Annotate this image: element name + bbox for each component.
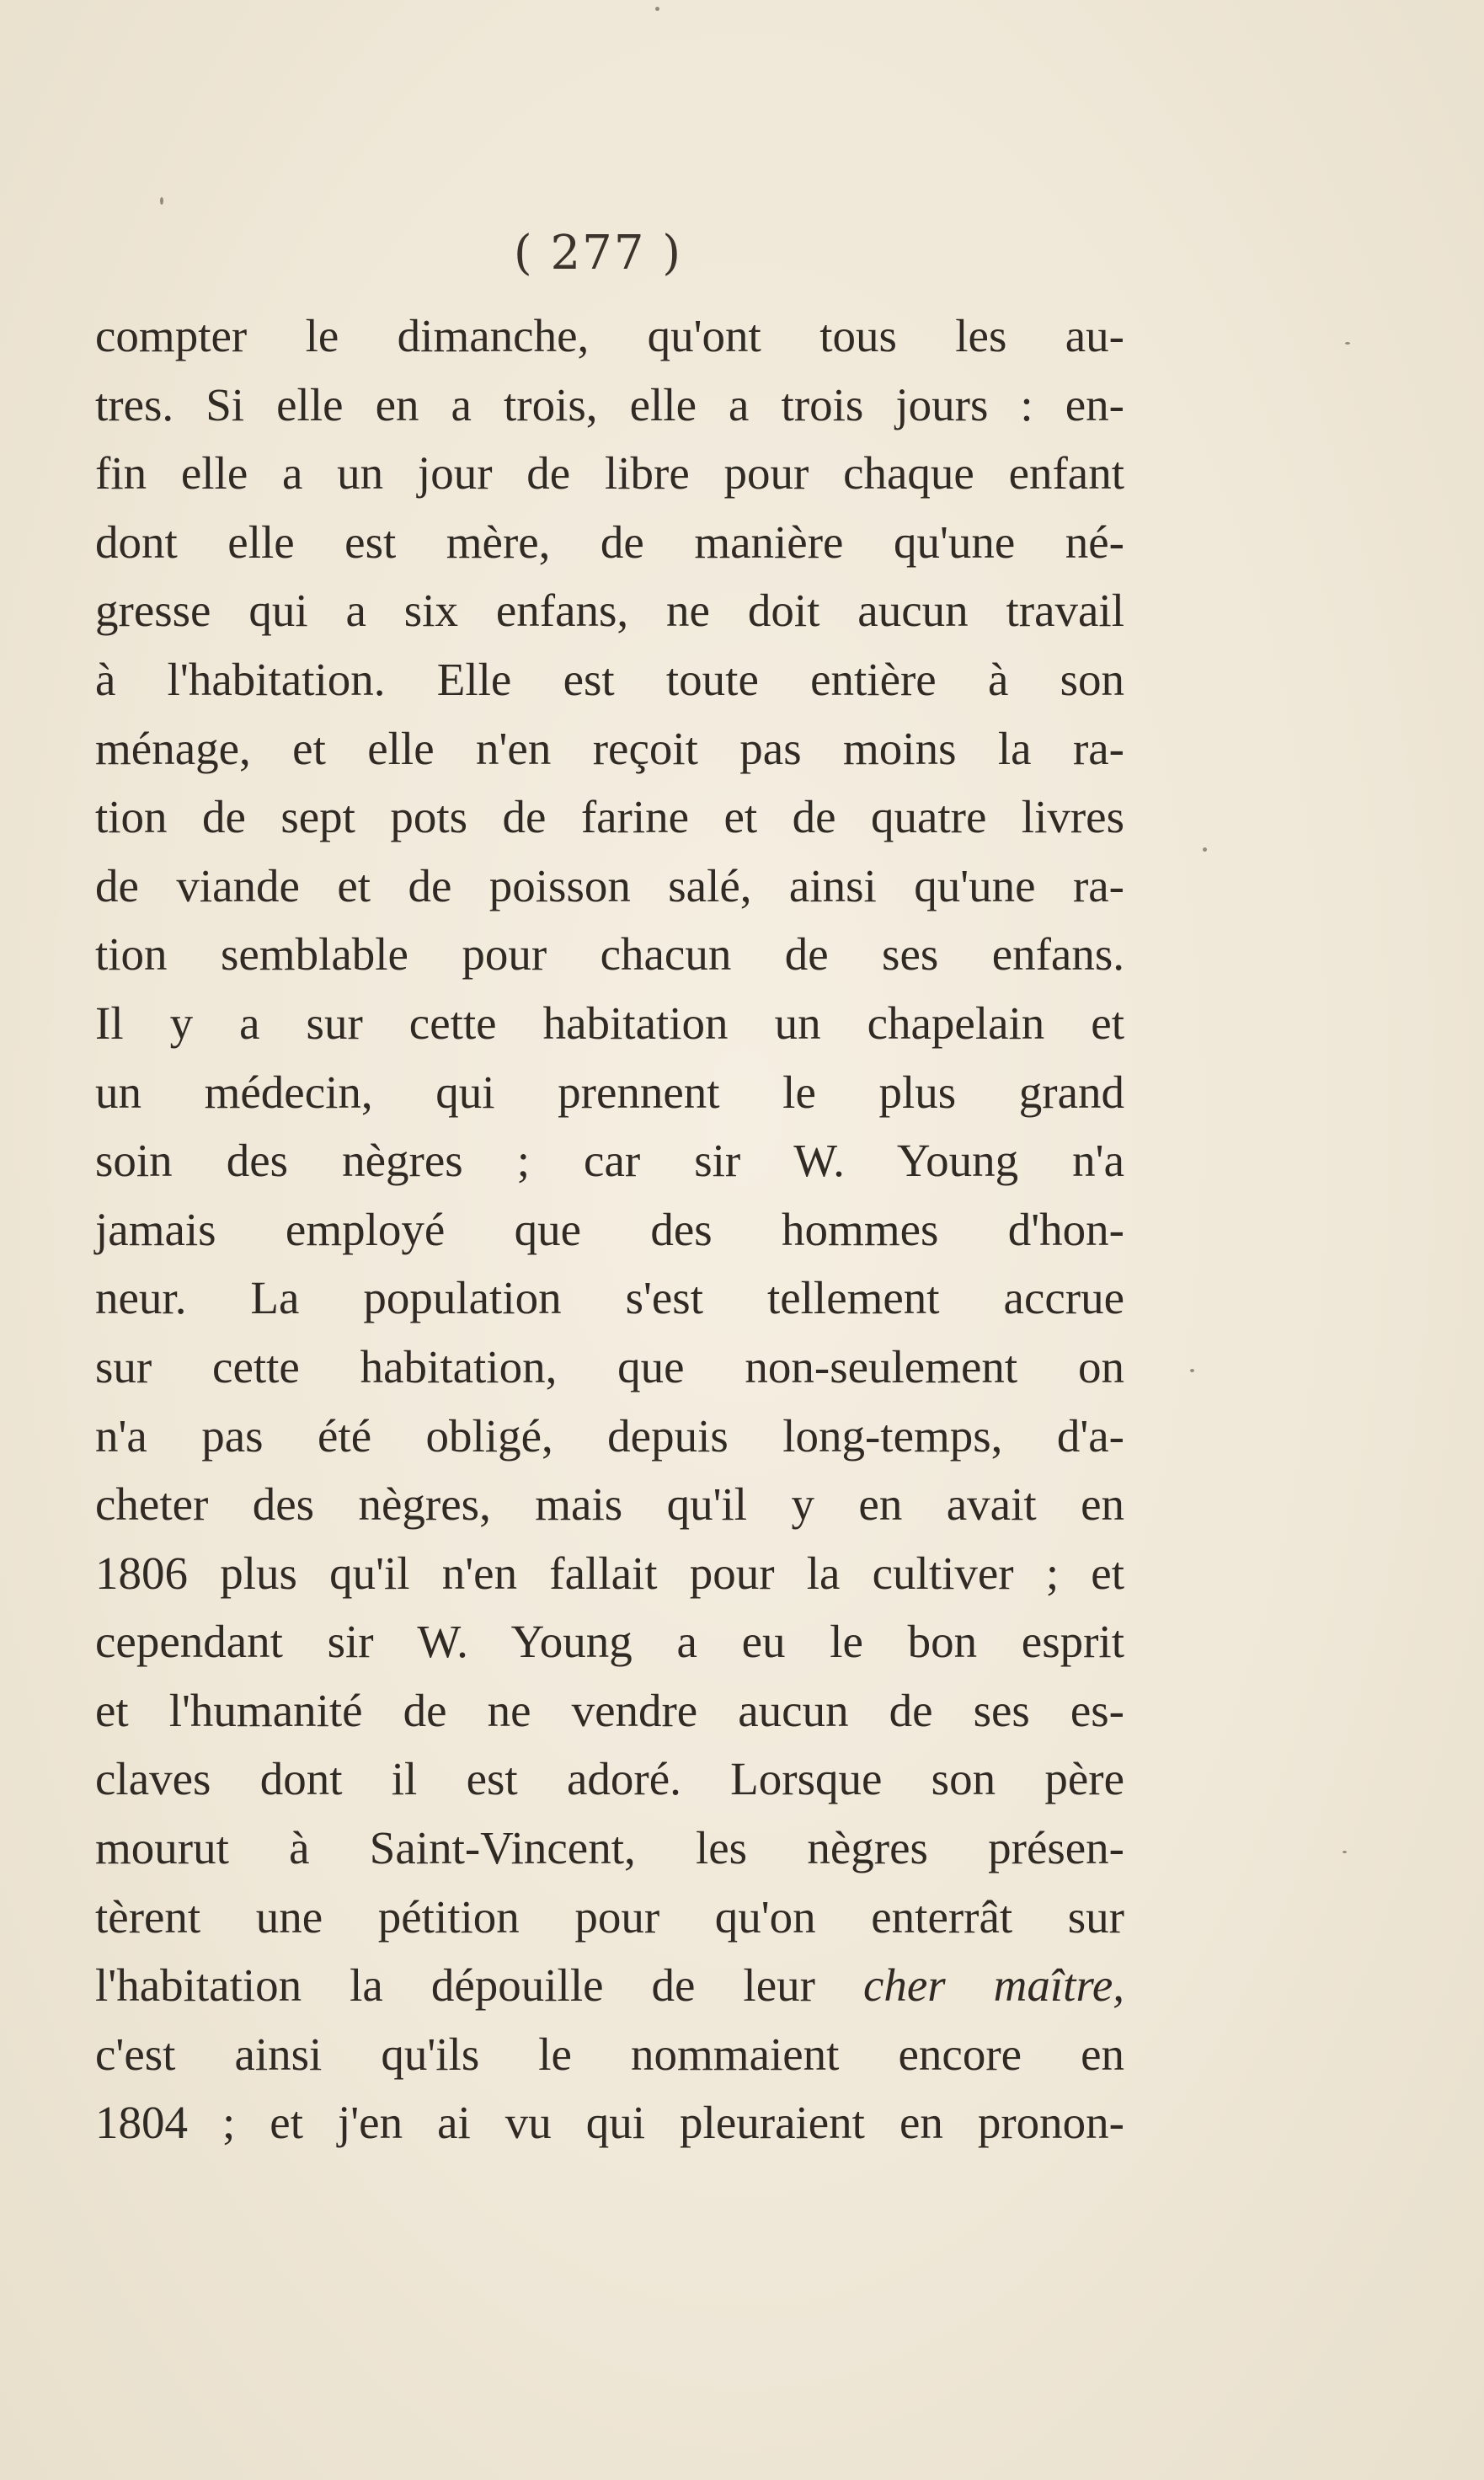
- text-line: c'est ainsi qu'ils le nommaient encore en: [95, 2028, 1124, 2080]
- text-line: cependant sir W. Young a eu le bon esprit: [95, 1616, 1124, 1668]
- text-line: 1804 ; et j'en ai vu qui pleuraient en pronon-: [95, 2097, 1124, 2149]
- text-line: jamais employé que des hommes d'hon-: [95, 1203, 1124, 1255]
- text-line: mourut à Saint-Vincent, les nègres présen-: [95, 1822, 1124, 1874]
- paper-speck: [1343, 1851, 1347, 1853]
- text-line: n'a pas été obligé, depuis long-temps, d'a-: [95, 1409, 1124, 1462]
- text-line: fin elle a un jour de libre pour chaque enfant: [95, 447, 1124, 500]
- text-line: à l'habitation. Elle est toute entière à son: [95, 653, 1124, 705]
- text-line: et l'humanité de ne vendre aucun de ses es-: [95, 1684, 1124, 1736]
- text-line: soin des nègres ; car sir W. Young n'a: [95, 1135, 1124, 1187]
- text-line: tèrent une pétition pour qu'on enterrât sur: [95, 1890, 1124, 1943]
- text-line: l'habitation la dépouille de leur cher maître,: [95, 1959, 1124, 2012]
- text-line: ménage, et elle n'en reçoit pas moins la ra-: [95, 722, 1124, 774]
- text-line: tion semblable pour chacun de ses enfans.: [95, 928, 1124, 981]
- text-line: sur cette habitation, que non-seulement on: [95, 1340, 1124, 1392]
- page-number: ( 277 ): [513, 226, 683, 281]
- paper-speck: [1203, 847, 1207, 852]
- text-line: compter le dimanche, qu'ont tous les au-: [95, 310, 1124, 361]
- paper-speck: [655, 7, 659, 11]
- body-text: [95, 302, 1124, 2157]
- text-line: un médecin, qui prennent le plus grand: [95, 1066, 1124, 1118]
- text-line: Il y a sur cette habitation un chapelain et: [95, 997, 1124, 1049]
- italic-phrase: cher maître,: [862, 1959, 1124, 2012]
- paper-speck: [1190, 1369, 1194, 1372]
- text-line: cheter des nègres, mais qu'il y en avait en: [95, 1478, 1124, 1531]
- paper-speck: [160, 197, 163, 205]
- text-line: de viande et de poisson salé, ainsi qu'une ra-: [95, 859, 1124, 911]
- paper-speck: [1345, 342, 1350, 345]
- text-line: neur. La population s'est tellement accrue: [95, 1272, 1124, 1324]
- text-line: tres. Si elle en a trois, elle a trois jours : en-: [95, 378, 1124, 430]
- text-line: 1806 plus qu'il n'en fallait pour la cultiver ; et: [95, 1547, 1124, 1599]
- text-line: dont elle est mère, de manière qu'une né-: [95, 516, 1124, 568]
- text-line: gresse qui a six enfans, ne doit aucun travail: [95, 585, 1124, 637]
- text-line: claves dont il est adoré. Lorsque son père: [95, 1753, 1124, 1805]
- text-line: tion de sept pots de farine et de quatre livres: [95, 791, 1124, 843]
